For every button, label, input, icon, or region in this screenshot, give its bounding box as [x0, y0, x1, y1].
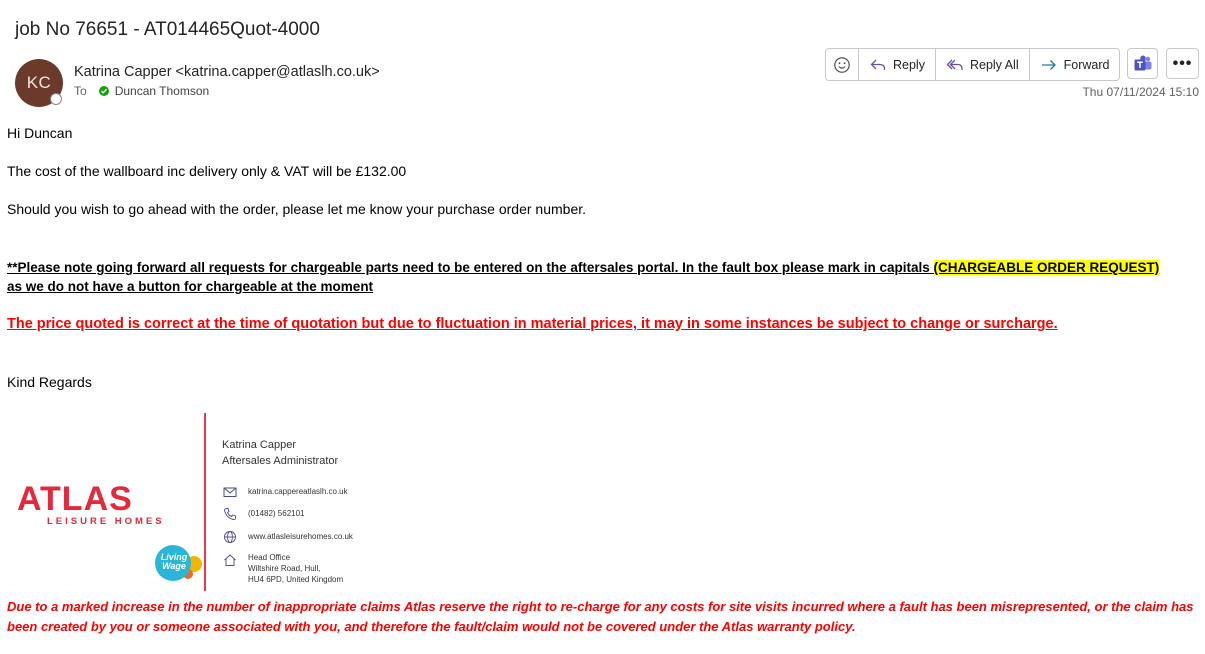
greeting: Hi Duncan [7, 125, 73, 141]
note-text-part1: **Please note going forward all requests for chargeable parts need to be entered on the aftersales portal. In the fault box please mark in capitals [7, 260, 934, 275]
more-actions-button[interactable] [1166, 48, 1199, 79]
forward-label: Forward [1063, 57, 1110, 72]
email-subject: job No 76651 - AT014465Quot-4000 [15, 19, 320, 40]
signature-title: Aftersales Administrator [222, 455, 339, 467]
body-line-order: Should you wish to go ahead with the order, please let me know your purchase order number. [7, 201, 587, 217]
signature-divider [204, 413, 206, 591]
reaction-button[interactable] [826, 49, 859, 80]
warranty-disclaimer: Due to a marked increase in the number of inappropriate claims Atlas reserve the right to re-charge for any costs for site visits incurred where a fault has been misrepresented, or the claim has been created by you or someone associated with you, and therefore the fault/claim would not be covered under the Atlas warranty policy. [7, 599, 1194, 634]
available-status-icon [99, 86, 109, 96]
price-notice: The price quoted is correct at the time of quotation but due to fluctuation in material prices, it may in some instances be subject to change or surcharge. [7, 316, 1058, 332]
signature-website[interactable]: www.atlasleisurehomes.co.uk [248, 532, 353, 541]
living-wage-badge [154, 545, 204, 588]
body-line-cost: The cost of the wallboard inc delivery only & VAT will be £132.00 [7, 163, 407, 179]
signature-email[interactable]: katrina.cappereatlaslh.co.uk [248, 487, 348, 496]
chargeable-parts-note [7, 258, 1159, 296]
address-line2: HU4 6PD, United Kingdom [248, 575, 344, 584]
reply-icon [869, 56, 887, 74]
phone-icon [223, 507, 237, 521]
badge-line2: Wage [162, 561, 186, 571]
home-icon [223, 553, 237, 567]
to-label: To [74, 84, 87, 98]
forward-icon [1040, 56, 1058, 74]
reply-label: Reply [893, 57, 925, 72]
signature-phone: (01482) 562101 [248, 509, 305, 518]
presence-status-icon [50, 93, 62, 105]
recipient-name[interactable]: Duncan Thomson [114, 84, 210, 98]
logo-word: ATLAS [17, 480, 133, 518]
globe-icon [223, 530, 237, 544]
note-text-part2: as we do not have a button for chargeable at the moment [7, 279, 374, 294]
closing: Kind Regards [7, 374, 92, 390]
teams-chat-button[interactable] [1127, 48, 1158, 79]
ellipsis-icon: ••• [1172, 54, 1193, 72]
message-actions-toolbar [825, 48, 1120, 81]
mail-icon [223, 485, 237, 499]
note-highlight: (CHARGEABLE ORDER REQUEST) [933, 260, 1160, 275]
reply-all-icon [946, 56, 964, 74]
atlas-logo [17, 480, 165, 527]
reply-button[interactable] [859, 49, 936, 80]
sent-date: Thu 07/11/2024 15:10 [1082, 85, 1199, 99]
reply-all-label: Reply All [969, 57, 1019, 72]
address-line1: Wiltshire Road, Hull, [248, 564, 321, 573]
teams-icon [1133, 54, 1153, 74]
forward-button[interactable] [1030, 49, 1120, 80]
sender-name[interactable]: Katrina Capper <katrina.capper@atlaslh.co.uk> [74, 64, 380, 80]
avatar-initials: KC [26, 73, 52, 92]
reply-all-button[interactable] [936, 49, 1030, 80]
recipient-row [74, 84, 209, 98]
badge-line1: Living [160, 552, 188, 562]
signature-name: Katrina Capper [222, 439, 296, 451]
logo-subtitle: LEISURE HOMES [47, 516, 165, 527]
office-label: Head Office [248, 553, 291, 562]
emoji-icon [833, 56, 851, 74]
